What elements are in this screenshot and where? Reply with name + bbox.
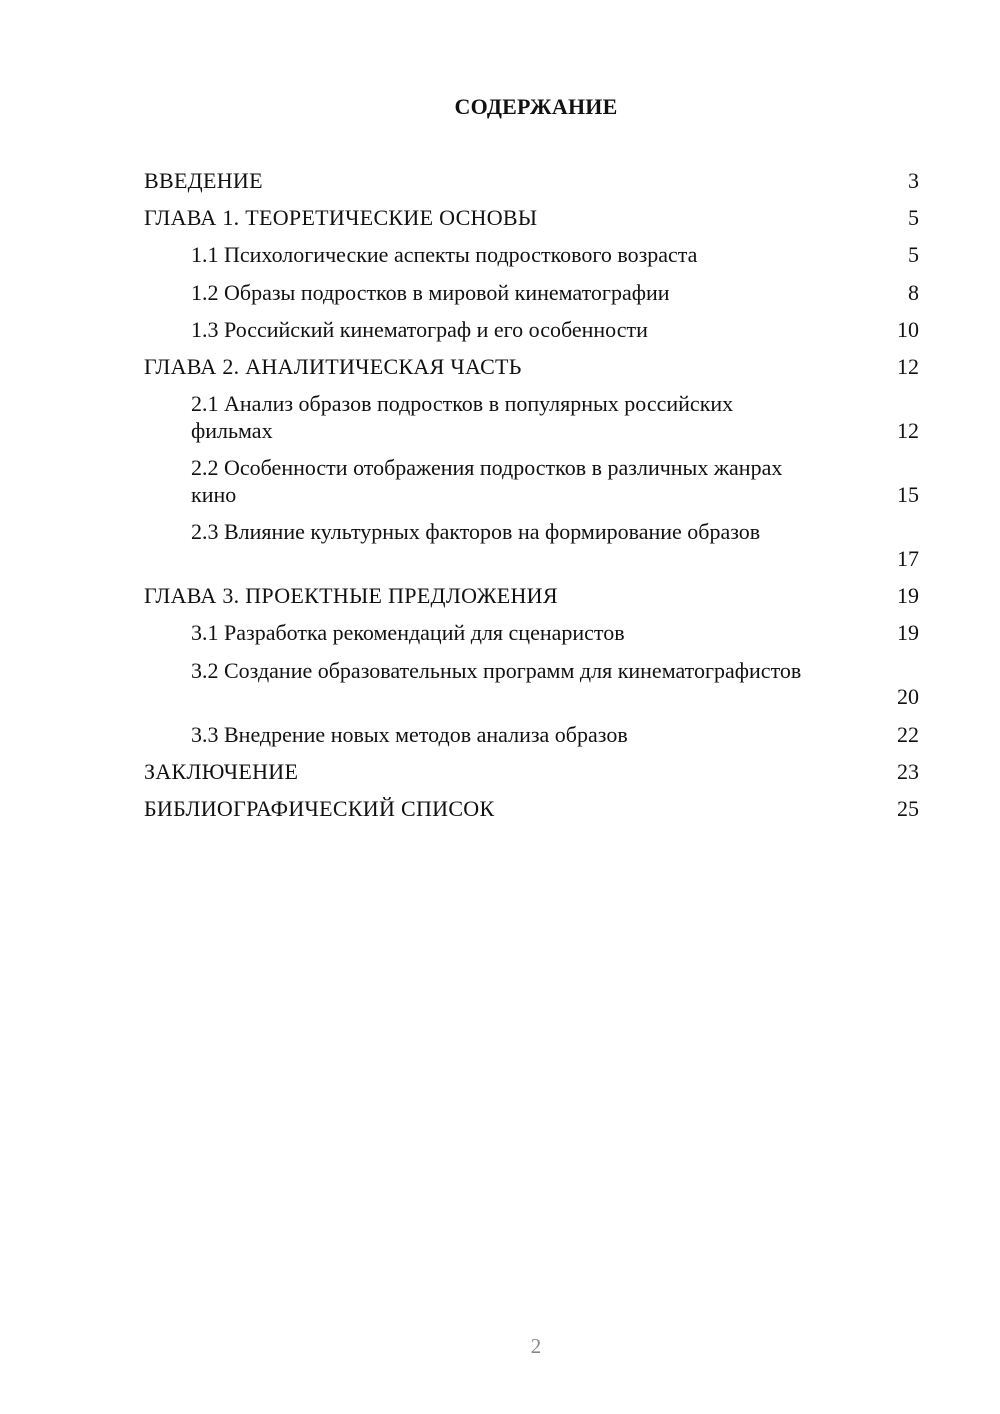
- toc-entry-label: 1.3 Российский кинематограф и его особенности: [191, 316, 648, 342]
- toc-entry-label: ЗАКЛЮЧЕНИЕ: [144, 758, 299, 784]
- toc-entry-page: 22: [897, 721, 919, 747]
- toc-entry-page: 5: [908, 205, 919, 231]
- toc-entry-section-1-3[interactable]: [144, 317, 919, 354]
- toc-entry-page: 3: [908, 168, 919, 193]
- toc-entry-conclusion[interactable]: [144, 759, 919, 796]
- toc-entry-label: 3.3 Внедрение новых методов анализа образов: [191, 721, 628, 747]
- toc-entry-label: 2.3 Влияние культурных факторов на формирование образов: [191, 519, 761, 545]
- toc-entry-section-3-3[interactable]: [144, 722, 919, 759]
- toc-entry-page: 10: [897, 316, 919, 342]
- toc-entry-label: 2.1 Анализ образов подростков в популярных российских фильмах: [191, 391, 734, 443]
- toc-entry-label: 1.2 Образы подростков в мировой кинематографии: [191, 279, 670, 305]
- toc-entry-page: 12: [897, 353, 919, 379]
- toc-entry-page: 8: [908, 279, 919, 305]
- page-number: 2: [530, 1334, 542, 1358]
- toc-entry-section-1-1[interactable]: [144, 242, 919, 279]
- toc-entry-label: 2.2 Особенности отображения подростков в различных жанрах кино: [191, 455, 783, 507]
- toc-entry-chapter-1[interactable]: [144, 205, 919, 242]
- toc-entry-section-3-2[interactable]: [144, 658, 919, 722]
- toc-entry-section-2-1[interactable]: [144, 391, 919, 455]
- toc-entry-chapter-2[interactable]: [144, 354, 919, 391]
- toc-entry-label: 1.1 Психологические аспекты подросткового возраста: [191, 242, 698, 268]
- toc-entry-section-2-3[interactable]: [144, 519, 919, 583]
- toc-entry-section-2-2[interactable]: [144, 455, 919, 519]
- toc-entry-page: 23: [897, 758, 919, 784]
- toc-entry-label: БИБЛИОГРАФИЧЕСКИЙ СПИСОК: [144, 795, 495, 821]
- toc-entry-label: ВВЕДЕНИЕ: [144, 168, 263, 193]
- toc-entry-page: 20: [897, 684, 919, 709]
- toc-entry-page: 17: [897, 545, 919, 571]
- toc-entry-label: ГЛАВА 3. ПРОЕКТНЫЕ ПРЕДЛОЖЕНИЯ: [144, 583, 558, 609]
- toc-entry-page: 19: [897, 620, 919, 646]
- toc-entry-page: 19: [897, 583, 919, 609]
- toc-entry-page: 12: [897, 417, 919, 443]
- toc-entry-chapter-3[interactable]: [144, 583, 919, 620]
- page-title: СОДЕРЖАНИЕ: [454, 94, 618, 119]
- toc-entry-label: 3.1 Разработка рекомендаций для сценаристов: [191, 620, 625, 646]
- toc-entry-label: ГЛАВА 2. АНАЛИТИЧЕСКАЯ ЧАСТЬ: [144, 353, 522, 379]
- toc-entry-page: 5: [908, 242, 919, 268]
- toc-entry-page: 25: [897, 795, 919, 821]
- toc-entry-introduction[interactable]: [144, 168, 919, 205]
- toc-entry-section-1-2[interactable]: [144, 280, 919, 317]
- toc-entry-label: 3.2 Создание образовательных программ для кинематографистов: [191, 657, 802, 683]
- toc-entry-page: 15: [897, 481, 919, 507]
- table-of-contents: [144, 168, 919, 833]
- toc-entry-label: ГЛАВА 1. ТЕОРЕТИЧЕСКИЕ ОСНОВЫ: [144, 205, 538, 231]
- toc-entry-section-3-1[interactable]: [144, 620, 919, 657]
- toc-entry-bibliography[interactable]: [144, 796, 919, 833]
